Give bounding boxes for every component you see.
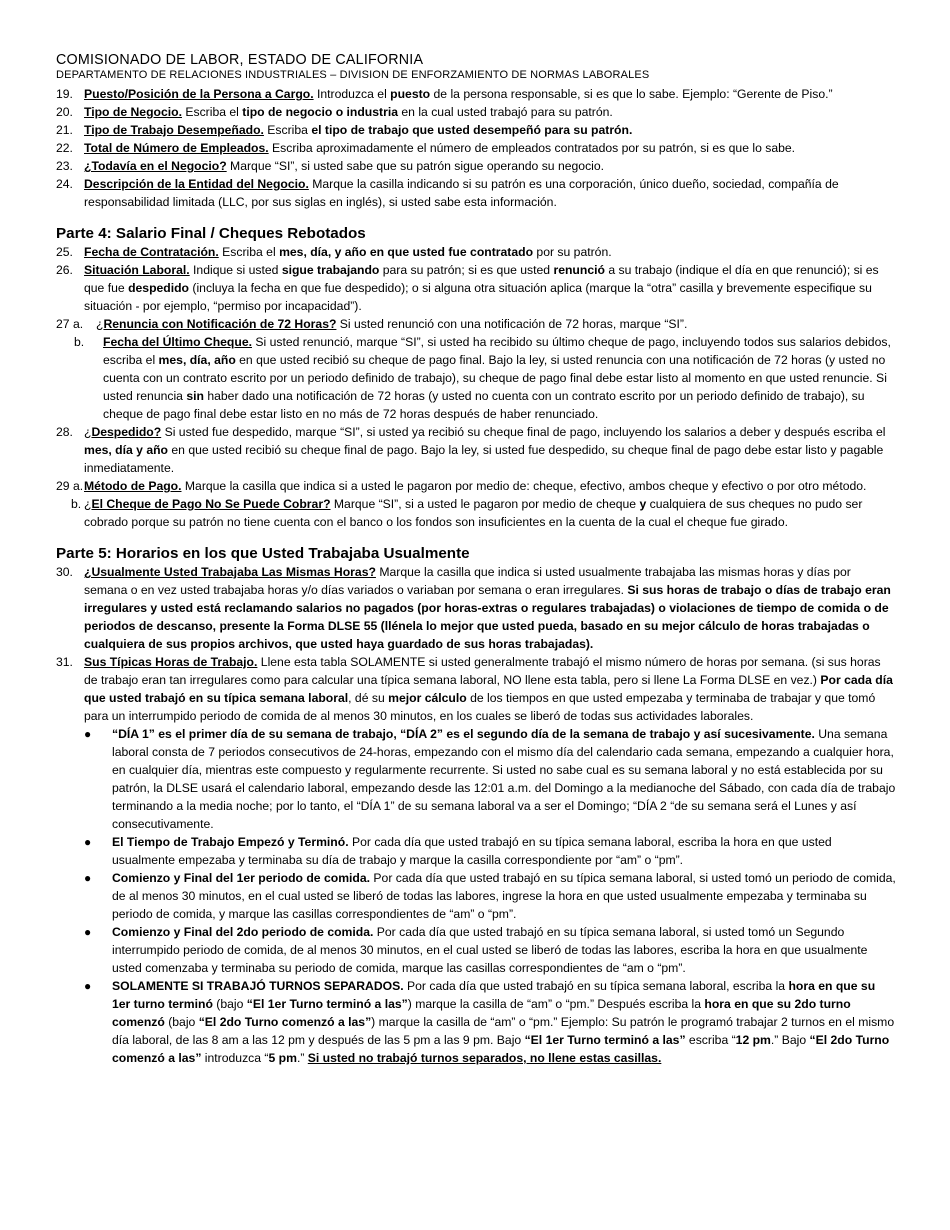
item-21: 21. Tipo de Trabajo Desempeñado. Escriba el tipo de trabajo que usted desempeñó para su patrón. bbox=[56, 123, 633, 137]
item-19: 19. Puesto/Posición de la Persona a Cargo. Introduzca el puesto de la persona responsable, si es que lo sabe. Ejemplo: “Gerente de Piso.” bbox=[56, 87, 833, 101]
item-25: 25. Fecha de Contratación. Escriba el mes, día, y año en que usted fue contratado por su patrón. bbox=[56, 245, 612, 259]
section-title-part5: Parte 5: Horarios en los que Usted Trabajaba Usualmente bbox=[56, 545, 470, 562]
bullet-icon: ● bbox=[84, 979, 92, 993]
bullet-work-time: ● El Tiempo de Trabajo Empezó y Terminó. Por cada día que usted trabajó en su típica semana laboral, escriba la hora en que usted usualmente empezaba y terminaba su día de trabajo y marque la casilla correspondiente por “am” o “pm”. bbox=[56, 833, 896, 869]
item-23: 23. ¿Todavía en el Negocio? Marque “SI”, si usted sabe que su patrón sigue operando su negocio. bbox=[56, 159, 605, 173]
item-26: 26. Situación Laboral. Indique si usted sigue trabajando para su patrón; si es que usted renunció a su trabajo (indique el día en que renunció); si es que fue despedido (incluya la fecha en que fue despedido); o si alguna otra situación aplica (marque la “otra” casilla y brevemente especifique su situación - por ejemplo, “permiso por incapacidad”). bbox=[56, 263, 879, 313]
item-27a: 27 a. ¿Renuncia con Notificación de 72 Horas? Si usted renunció con una notificación de 72 horas, marque “SI”. bbox=[56, 317, 688, 331]
item-22: 22. Total de Número de Empleados. Escriba aproximadamente el número de empleados contratados por su patrón, si es que lo sabe. bbox=[56, 141, 796, 155]
item-31: 31. Sus Típicas Horas de Trabajo. Llene esta tabla SOLAMENTE si usted generalmente trabajó el mismo número de horas por semana. (si sus horas de trabajo eran tan irregulares como para calcular una típica semana laboral, NO llene esta tabla, pero si llene La Forma DLSE en vez.) Por cada día que usted trabajó en su típica semana laboral, dé su mejor cálculo de los tiempos en que usted empezaba y terminaba de trabajar y que tomó para un interrumpido periodo de comida de al menos 30 minutos, en los cuales se liberó de todas sus actividades laborales. bbox=[56, 655, 893, 723]
item-30: 30. ¿Usualmente Usted Trabajaba Las Mismas Horas? Marque la casilla que indica si usted usualmente trabajaba las mismas horas y días por semana o en vez usted trabajaba horas y/o días variados o variaban por semana o eran irregulares. Si sus horas de trabajo o días de trabajo eran irregulares y usted está reclamando salarios no pagados (por horas-extras o regulares trabajadas) o violaciones de tiempo de comida o de periodos de descanso, presente la Forma DLSE 55 (llénela lo mejor que usted pueda, basado en su mejor cálculo de horas trabajadas o cualquiera de sus propios archivos, que usted haya guardado de sus horas trabajadas). bbox=[56, 565, 891, 651]
section-title-part4: Parte 4: Salario Final / Cheques Rebotados bbox=[56, 225, 366, 242]
bullet-first-meal: ● Comienzo y Final del 1er periodo de comida. Por cada día que usted trabajó en su típica semana laboral, si usted tomó un periodo de comida, de al menos 30 minutos, en el cual usted se liberó de todas las labores, ingrese la hora en que usted usualmente empezaba y terminaba su periodo de comida, y marque las casillas correspondientes de “am” o “pm”. bbox=[56, 869, 896, 923]
item-31-bullet-list bbox=[56, 725, 896, 1067]
header-agency: COMISIONADO DE LABOR, ESTADO DE CALIFORNIA bbox=[56, 52, 424, 68]
item-29b: b. ¿El Cheque de Pago No Se Puede Cobrar? Marque “SI”, si a usted le pagaron por medio de cheque y cualquiera de sus cheques no pudo ser cobrado porque su patrón no tiene cuenta con el banco o los fondos son insuficientes en la cuenta de la cual el cheque fue girado. bbox=[71, 497, 863, 529]
header-department: DEPARTAMENTO DE RELACIONES INDUSTRIALES – DIVISION DE ENFORZAMIENTO DE NORMAS LABORALES bbox=[56, 69, 650, 81]
bullet-icon: ● bbox=[84, 925, 92, 939]
item-28: 28. ¿Despedido? Si usted fue despedido, marque “SI”, si usted ya recibió su cheque final de pago, incluyendo los salarios a deber y después escriba el mes, día y año en que usted recibió su cheque final de pago. Bajo la ley, si usted fue despedido, su cheque final de pago debe estar listo y pagable inmediatamente. bbox=[56, 425, 886, 475]
document-page bbox=[56, 52, 896, 1067]
bullet-icon: ● bbox=[84, 871, 92, 885]
item-20: 20. Tipo de Negocio. Escriba el tipo de negocio o industria en la cual usted trabajó para su patrón. bbox=[56, 105, 613, 119]
item-24: 24. Descripción de la Entidad del Negocio. Marque la casilla indicando si su patrón es una corporación, único dueño, sociedad, compañía de responsabilidad limitada (LLC, por sus siglas en inglés), si usted sabe esta información. bbox=[56, 177, 839, 209]
bullet-second-meal: ● Comienzo y Final del 2do periodo de comida. Por cada día que usted trabajó en su típica semana laboral, si usted tomó un Segundo interrumpido periodo de comida, de al menos 30 minutos, en el cual usted se liberó de todas las labores, escriba la hora en que usualmente usted comenzaba y terminaba su periodo de comida, marque las casillas correspondientes de “am o “pm”. bbox=[56, 923, 896, 977]
bullet-icon: ● bbox=[84, 835, 92, 849]
item-27b: b. Fecha del Último Cheque. Si usted renunció, marque “SI”, si usted ha recibido su último cheque de pago, incluyendo todos sus salarios debidos, escriba el mes, día, año en que usted recibió su cheque de pago final. Bajo la ley, si usted renuncia con una notificación de 72 horas (y usted no cuenta con un contrato escrito por un periodo definido de trabajo), su cheque de pago final debe estar listo al momento en que usted renuncie. Si usted renuncia sin haber dado una notificación de 72 horas (y usted no cuenta con un contrato escrito por un periodo definido de trabajo), su cheque de pago final debe estar listo en no más de 72 horas después de haber renunciado. bbox=[74, 335, 891, 421]
bullet-day-definition: ● “DÍA 1” es el primer día de su semana de trabajo, “DÍA 2” es el segundo día de la semana de trabajo y así sucesivamente. Una semana laboral consta de 7 periodos consecutivos de 24-horas, empezando con el mismo día del calendario cada semana, empezando a cualquier hora, en cualquier día, mientras este compuesto y regularmente recurrente. Si usted no sabe cual es su semana laboral y no está establecida por su patrón, la DLSE usará el calendario laboral, empezando desde las 12:01 a.m. del Domingo a la medianoche del Sábado, con cada día de trabajo terminando a la media noche; por lo tanto, el “DÍA 1” de su semana laboral va a ser el Domingo; “DÍA 2 “de su semana será el Lunes y así consecutivamente. bbox=[56, 725, 896, 833]
item-29a: 29 a. Método de Pago. Marque la casilla que indica si a usted le pagaron por medio de: cheque, efectivo, ambos cheque y efectivo o por otro método. bbox=[56, 479, 867, 493]
bullet-split-shifts: ● SOLAMENTE SI TRABAJÓ TURNOS SEPARADOS. Por cada día que usted trabajó en su típica semana laboral, escriba la hora en que su 1er turno terminó (bajo “El 1er Turno terminó a las”) marque la casilla de “am” o “pm.” Después escriba la hora en que su 2do turno comenzó (bajo “El 2do Turno comenzó a las”) marque la casilla de “am” o “pm.” Ejemplo: Su patrón le programó trabajar 2 turnos en el mismo día laboral, de las 8 am a las 12 pm y después de las 5 pm a las 9 pm. Bajo “El 1er Turno terminó a las” escriba “12 pm.” Bajo “El 2do Turno comenzó a las” introduzca “5 pm.” Si usted no trabajó turnos separados, no llene estas casillas. bbox=[56, 977, 896, 1067]
bullet-icon: ● bbox=[84, 727, 92, 741]
